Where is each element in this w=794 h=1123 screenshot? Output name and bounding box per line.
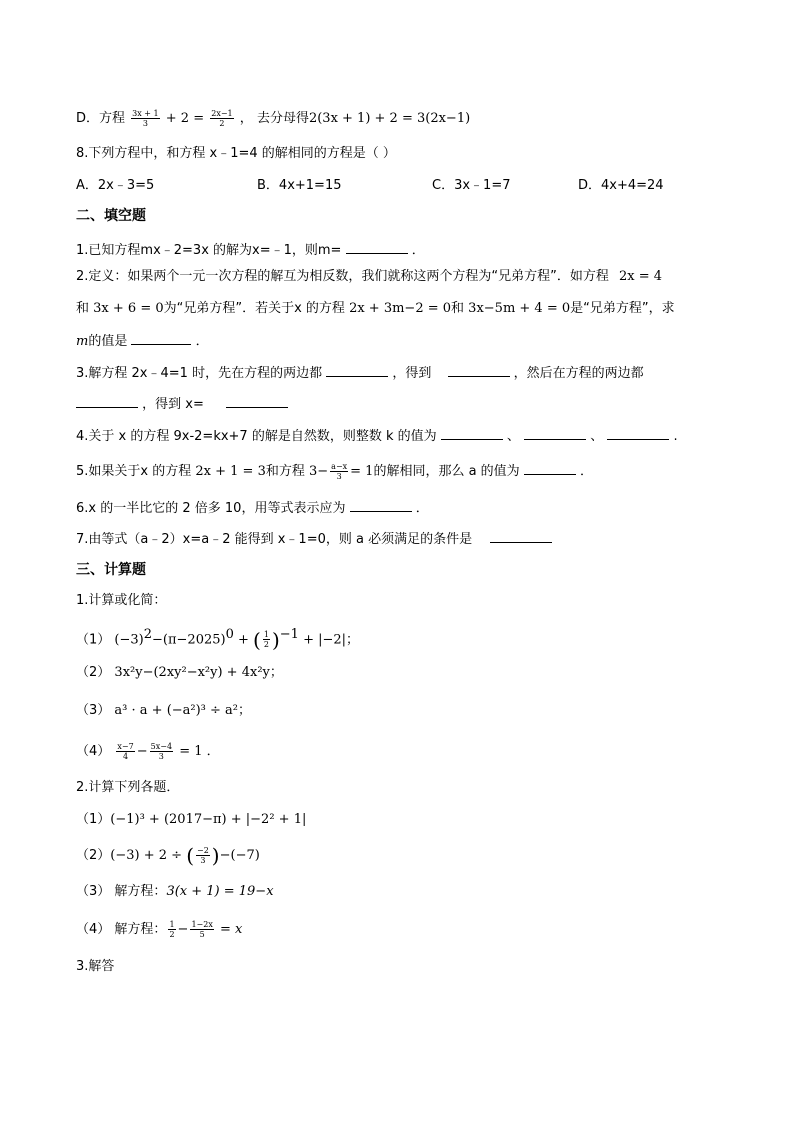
question-8-option-a: A．2x﹣3=5: [76, 178, 155, 193]
fill-question-3-line-1: 3.解方程 2x﹣4=1 时，先在方程的两边都 ，得到 ，然后在方程的两边都: [76, 363, 644, 383]
fill-question-5: 5.如果关于x 的方程 2x + 1 = 3和方程 3− $\frac{a-x}{3}$ = 1的解相同，那么 a 的值为 ．: [76, 462, 593, 481]
fraction: $\frac{x-7}{4}$: [117, 742, 134, 761]
calc-1-part-4: （4） $\frac{x-7}{4}$ − $\frac{5x-4}{3}$ = 1 ．: [76, 742, 220, 761]
fill-question-3-line-2: ，得到 x=: [76, 394, 288, 414]
question-8-option-c: C．3x﹣1=7: [432, 178, 511, 193]
calc-2-part-4: （4） 解方程： $\frac{1}{2}$ − $\frac{1-2x}{5}$ = x: [76, 920, 243, 939]
answer-blank[interactable]: [524, 461, 576, 475]
answer-blank[interactable]: [490, 529, 552, 543]
question-7-option-d: D．方程 $\frac{3x + 1}{3}$ + 2 = $\frac{2x-1}{2}$ ， 去分母得2(3x + 1) + 2 = 3(2x−1): [76, 109, 471, 128]
fraction: $\frac{1-2x}{5}$: [191, 920, 213, 939]
fill-question-2-line-2: 和 3x + 6 = 0为“兄弟方程”．若关于x 的方程 2x + 3m−2 = 0和 3x−5m + 4 = 0是“兄弟方程”，求: [76, 301, 675, 316]
fill-question-4: 4.关于 x 的方程 9x-2=kx+7 的解是自然数，则整数 k 的值为 、 、 .: [76, 426, 678, 446]
fraction: $\frac{2x-1}{2}$: [211, 109, 233, 128]
answer-blank[interactable]: [441, 426, 503, 440]
fraction: $\frac{-2}{3}$: [197, 846, 209, 865]
answer-blank[interactable]: [76, 394, 138, 408]
answer-blank[interactable]: [326, 363, 388, 377]
fraction: $\frac{3x + 1}{3}$: [132, 109, 159, 128]
calc-2-part-2: （2）(−3) + 2 ÷ ( $\frac{-2}{3}$ )−(−7): [76, 843, 260, 868]
question-8-option-d: D．4x+4=24: [578, 178, 664, 193]
calc-1-part-2: （2） 3x²y−(2xy²−x²y) + 4x²y；: [76, 665, 283, 680]
calc-question-2-title: 2.计算下列各题．: [76, 780, 180, 795]
fill-question-7: 7.由等式（a﹣2）x=a﹣2 能得到 x﹣1=0，则 a 必须满足的条件是: [76, 529, 552, 549]
answer-blank[interactable]: [448, 363, 510, 377]
fraction: $\frac{a-x}{3}$: [331, 462, 348, 481]
option-label: D．方程: [76, 111, 126, 126]
calc-question-3-title: 3.解答: [76, 959, 115, 974]
calc-1-part-3: （3） a³ · a + (−a²)³ ÷ a²；: [76, 703, 252, 718]
answer-blank[interactable]: [607, 426, 669, 440]
calc-1-part-1: （1） $(-3)^2-(\pi-2025)^0$ + ( $\frac{1}{2}$ )$^{-1}$ + |−2|；: [76, 627, 360, 652]
calc-2-part-3: （3） 解方程：3(x + 1) = 19−x: [76, 884, 274, 899]
fill-question-2-line-1: 2.定义：如果两个一元一次方程的解互为相反数，我们就称这两个方程为“兄弟方程”．如方程 2x = 4: [76, 269, 663, 284]
section-heading-fill-in: 二、填空题: [76, 208, 146, 224]
fill-question-1: 1.已知方程mx﹣2=3x 的解为x=﹣1，则m= ．: [76, 240, 425, 260]
fraction: $\frac{1}{2}$: [263, 630, 269, 650]
section-heading-calculation: 三、计算题: [76, 562, 146, 578]
calc-2-part-1: （1）(−1)³ + (2017−π) + |−2² + 1|: [76, 812, 307, 827]
answer-blank[interactable]: [346, 240, 408, 254]
question-8-option-b: B．4x+1=15: [257, 178, 342, 193]
answer-blank[interactable]: [524, 426, 586, 440]
calc-question-1-title: 1.计算或化简：: [76, 593, 167, 608]
fill-question-2-line-3: m的值是 ．: [76, 331, 209, 351]
answer-blank[interactable]: [131, 331, 191, 345]
fraction: $\frac{1}{2}$: [169, 920, 175, 939]
question-8-stem: 8.下列方程中，和方程 x﹣1=4 的解相同的方程是（ ）: [76, 146, 396, 161]
fraction: $\frac{5x-4}{3}$: [150, 742, 173, 761]
answer-blank[interactable]: [226, 394, 288, 408]
fill-question-6: 6.x 的一半比它的 2 倍多 10，用等式表示应为 ．: [76, 498, 429, 518]
answer-blank[interactable]: [350, 498, 412, 512]
